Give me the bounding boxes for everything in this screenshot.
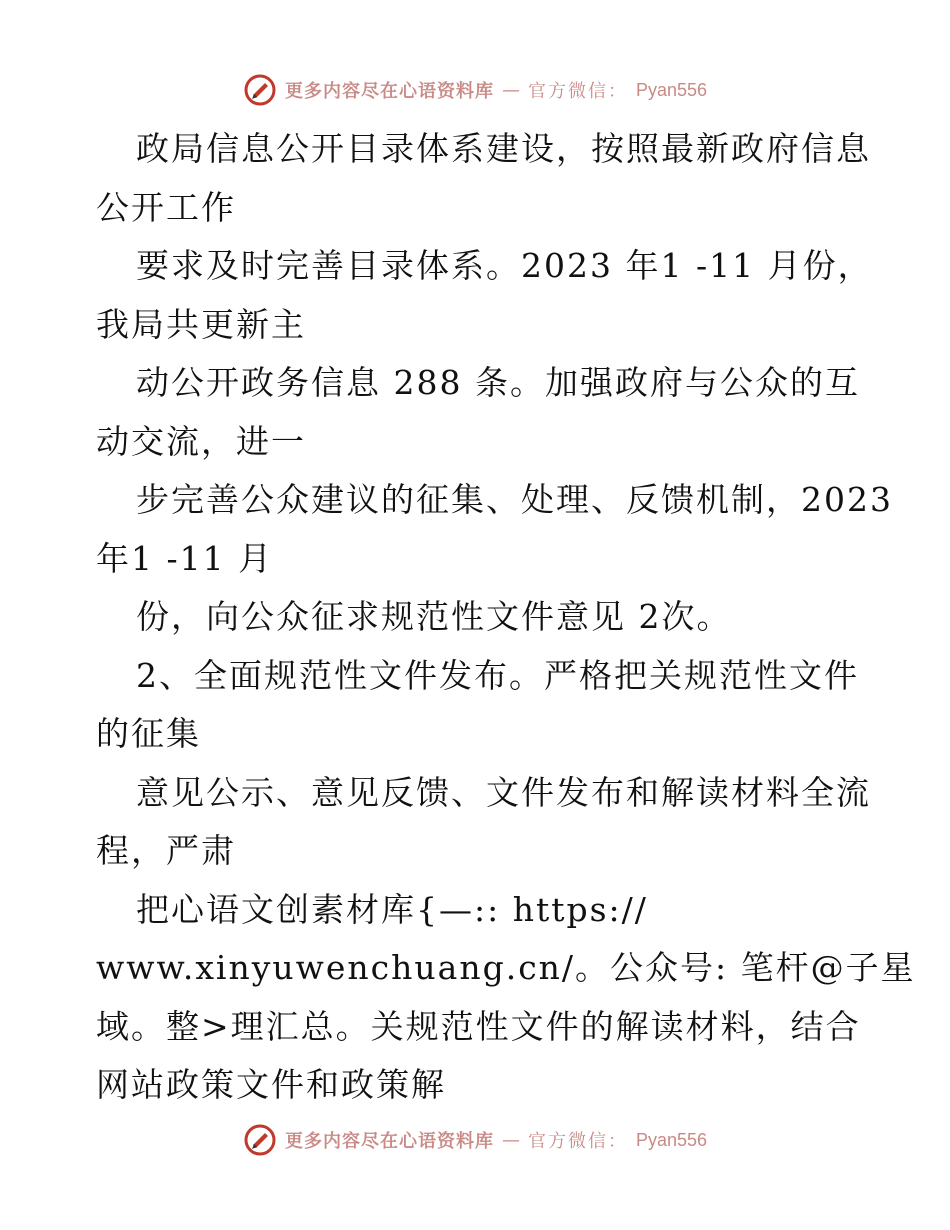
banner-slogan: 更多内容尽在心语资料库 [284, 1131, 494, 1152]
banner-wechat-label: 官方微信： [527, 1131, 628, 1152]
banner-wechat-id: Pyan556 [635, 79, 708, 100]
body-line: 2、全面规范性文件发布。严格把关规范性文件 [136, 655, 859, 695]
body-line: 意见公示、意见反馈、文件发布和解读材料全流 [136, 772, 871, 812]
body-line: 要求及时完善目录体系。2023 年1 -11 月份， [136, 246, 873, 285]
body-line: 网站政策文件和政策解 [96, 1065, 446, 1104]
banner-wechat-id: Pyan556 [635, 1129, 708, 1150]
body-line: 步完善公众建议的征集、处理、反馈机制，2023 [136, 480, 893, 519]
body-line: 公开工作 [96, 187, 236, 227]
banner-slogan: 更多内容尽在心语资料库 [284, 81, 494, 102]
body-line: 动交流，进一 [96, 421, 306, 461]
header-banner [0, 70, 950, 110]
body-line: 程，严肃 [96, 831, 236, 870]
body-line: 把心语文创素材库{—:: https:// [136, 889, 648, 929]
body-line: 动公开政务信息 288 条。加强政府与公众的互 [136, 363, 860, 402]
body-line: 份，向公众征求规范性文件意见 2次。 [136, 597, 732, 636]
body-line: 域。整>理汇总。关规范性文件的解读材料，结合 [96, 1006, 861, 1046]
footer-banner [0, 1120, 950, 1160]
banner-separator: — [501, 79, 520, 101]
body-line: 我局共更新主 [96, 304, 306, 344]
banner-separator: — [501, 1129, 520, 1151]
banner-wechat-label: 官方微信： [527, 81, 628, 102]
brand-logo-icon [243, 73, 277, 107]
body-line: 政局信息公开目录体系建设，按照最新政府信息 [136, 129, 871, 168]
document-body [96, 120, 916, 1115]
body-line: www.xinyuwenchuang.cn/。公众号: 笔杆@子星 [96, 948, 916, 987]
body-line: 的征集 [96, 714, 201, 753]
brand-logo-icon [243, 1123, 277, 1157]
body-line: 年1 -11 月 [96, 538, 274, 578]
